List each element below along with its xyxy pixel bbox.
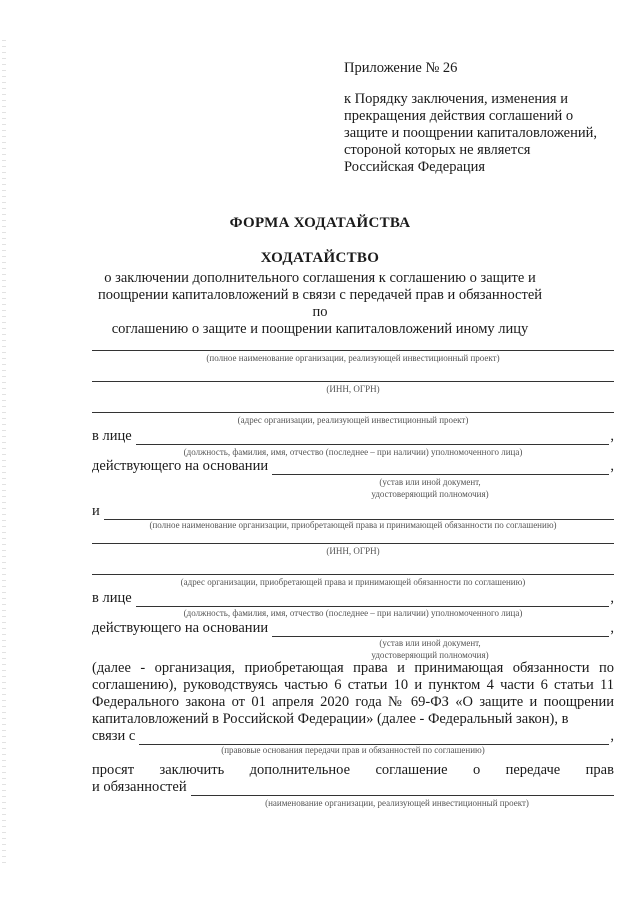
rep-2-caption: (должность, фамилия, имя, отчество (последнее – при наличии) уполномоченного лица) — [183, 608, 523, 618]
org-name-caption: (полное наименование организации, реализующей инвестиционный проект) — [206, 353, 500, 363]
word: о — [472, 762, 481, 778]
rep-1-field[interactable] — [136, 432, 610, 445]
rep-2-row — [92, 590, 614, 607]
deystvuyushchego-label: действующего на основании — [92, 620, 269, 636]
comma: , — [610, 728, 614, 744]
main-paragraph: (далее - организация, приобретающая права и принимающая обязанности по соглашению), руководствуясь частью 6 статьи 10 и пунктом 4 части 6 статьи 11 Федерального закона от 01 апреля 2020 года № 69-ФЗ «О защите и поощрении капиталовложений в Российской Федерации» (далее - Федеральный закон), в — [92, 660, 614, 727]
transfer-grounds-row — [92, 728, 614, 745]
rep-1-caption: (должность, фамилия, имя, отчество (последнее – при наличии) уполномоченного лица) — [183, 447, 523, 457]
comma: , — [610, 620, 614, 636]
scan-edge-marks — [2, 40, 6, 865]
i-obyazannostey-label: и обязанностей — [92, 779, 187, 795]
basis-2-field[interactable] — [272, 624, 609, 637]
prosyat-line — [92, 762, 614, 779]
document-title: ХОДАТАЙСТВО — [260, 250, 380, 266]
v-lice-label: в лице — [92, 428, 132, 444]
word: прав — [585, 762, 614, 778]
basis-1-field[interactable] — [272, 462, 609, 475]
comma: , — [610, 458, 614, 474]
org-name-field[interactable] — [92, 350, 614, 351]
basis-2-row — [92, 620, 614, 637]
comma: , — [610, 590, 614, 606]
basis-1-caption-b: удостоверяющий полномочия) — [371, 489, 489, 499]
annex-line: защите и поощрении капиталовложений, — [344, 125, 597, 141]
annex-line: к Порядку заключения, изменения и — [344, 91, 568, 107]
annex-line: Российская Федерация — [344, 159, 486, 175]
transfer-grounds-caption: (правовые основания передачи прав и обязанностей по соглашению) — [221, 745, 485, 755]
org-inn-ogrn-field[interactable] — [92, 381, 614, 382]
org-name-2-caption: (наименование организации, реализующей инвестиционный проект) — [265, 798, 529, 808]
i-label: и — [92, 503, 100, 519]
subtitle-line: поощрении капиталовложений в связи с передачей прав и обязанностей по — [97, 287, 543, 320]
annex-line: прекращения действия соглашений о — [344, 108, 574, 124]
org-name-2-field[interactable] — [191, 783, 614, 796]
v-svyazi-s-label: связи с — [92, 728, 136, 744]
acq-inn-ogrn-caption: (ИНН, ОГРН) — [326, 546, 380, 556]
org-name-2-row — [92, 779, 614, 796]
comma: , — [610, 428, 614, 444]
basis-2-caption-a: (устав или иной документ, — [379, 638, 481, 648]
deystvuyushchego-label: действующего на основании — [92, 458, 269, 474]
word: дополнительное — [249, 762, 351, 778]
basis-1-row — [92, 458, 614, 475]
transfer-grounds-field[interactable] — [139, 732, 609, 745]
org-address-field[interactable] — [92, 412, 614, 413]
org-inn-ogrn-caption: (ИНН, ОГРН) — [326, 384, 380, 394]
rep-1-row — [92, 428, 614, 445]
v-lice-label: в лице — [92, 590, 132, 606]
acq-name-caption: (полное наименование организации, приобретающей права и принимающей обязанности по соглашению) — [149, 520, 557, 530]
acq-name-field[interactable] — [104, 507, 614, 520]
word: передаче — [505, 762, 561, 778]
basis-2-caption-b: удостоверяющий полномочия) — [371, 650, 489, 660]
annex-block — [344, 60, 624, 176]
rep-2-field[interactable] — [136, 594, 610, 607]
acq-address-field[interactable] — [92, 574, 614, 575]
basis-1-caption-a: (устав или иной документ, — [379, 477, 481, 487]
word: просят — [92, 762, 135, 778]
org-address-caption: (адрес организации, реализующей инвестиционный проект) — [237, 415, 469, 425]
form-title: ФОРМА ХОДАТАЙСТВА — [229, 215, 411, 231]
word: соглашение — [375, 762, 448, 778]
subtitle-line: соглашению о защите и поощрении капиталовложений иному лицу — [111, 321, 529, 337]
acq-address-caption: (адрес организации, приобретающей права и принимающей обязанности по соглашению) — [180, 577, 526, 587]
subtitle-line: о заключении дополнительного соглашения к соглашению о защите и — [104, 270, 536, 286]
document-subtitle — [92, 270, 548, 338]
acq-inn-ogrn-field[interactable] — [92, 543, 614, 544]
word: заключить — [159, 762, 225, 778]
annex-title: Приложение № 26 — [344, 60, 458, 76]
annex-line: стороной которых не является — [344, 142, 531, 158]
acq-name-row — [92, 503, 614, 520]
